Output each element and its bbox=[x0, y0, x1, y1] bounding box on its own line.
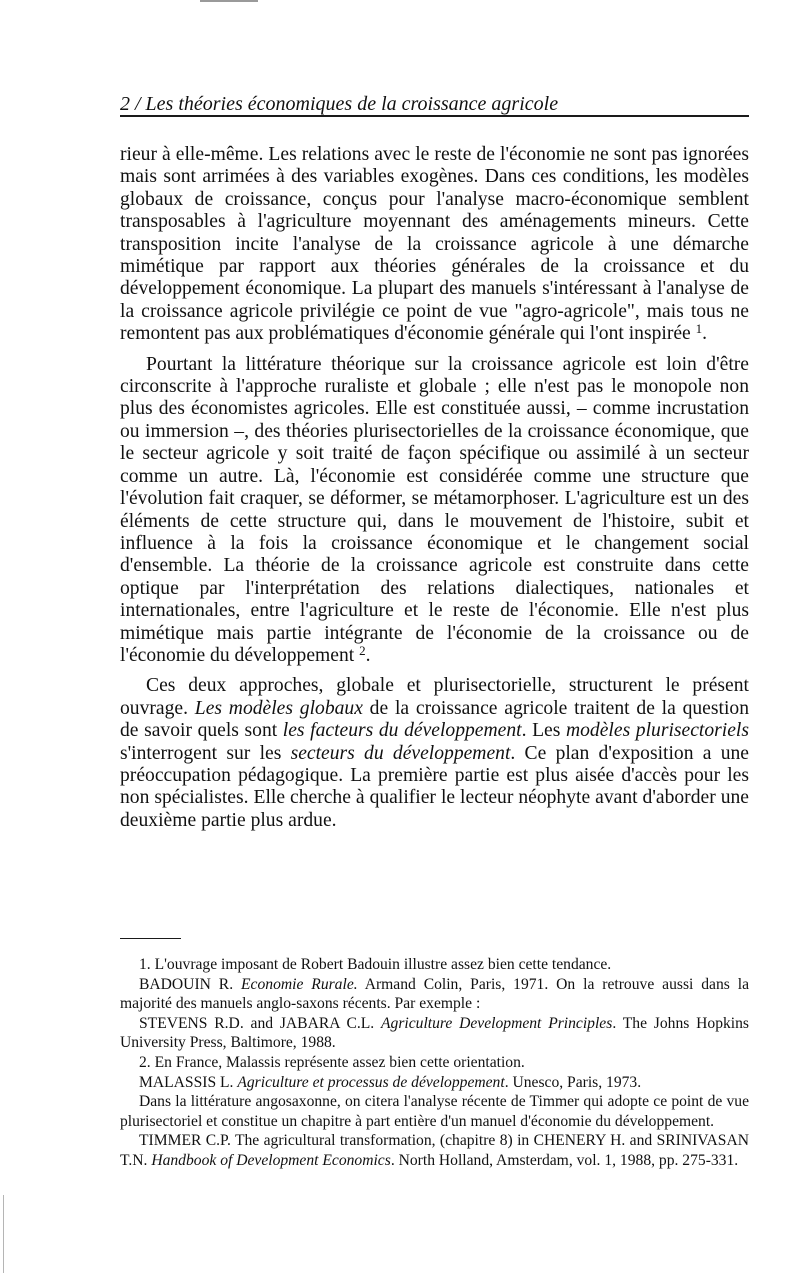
paragraph-3-text-a: Ces deux approches, globale et plurisectorielle, structurent le présent ouvrage. bbox=[120, 675, 749, 719]
footnote-text: MALASSIS L. bbox=[139, 1073, 238, 1091]
body-text bbox=[120, 144, 749, 840]
footnote-text: STEVENS R.D. and JABARA C.L. bbox=[139, 1014, 381, 1032]
footnote-line bbox=[120, 955, 749, 975]
paragraph-2-text: Pourtant la littérature théorique sur la croissance agricole est loin d'être circonscrite à l'approche ruraliste et globale ; elle n'est pas le monopole non plus des économistes agricoles. Elle est constituée aussi, – comme incrustation ou immersion –, des théories plurisectorielles de la croissance économique, que le secteur agricole y soit traité de façon spécifique ou assimilé à un secteur comme un autre. Là, l'économie est considérée comme une structure que l'évolution fait craquer, se déformer, se métamorphoser. L'agriculture est un des éléments de cette structure qui, dans le mouvement de l'histoire, subit et influence à la fois la croissance économique et le changement social d'ensemble. La théorie de la croissance agricole est construite dans cette optique par l'interprétation des relations dialectiques, nationales et internationales, entre l'agriculture et le reste de l'économie. Elle n'est plus mimétique mais partie intégrante de l'économie de la croissance ou de l'économie du développement bbox=[120, 353, 749, 666]
footnote-text: Dans la littérature angosaxonne, on citera l'analyse récente de Timmer qui adopte ce point de vue plurisectoriel et constitue un chapitre à part entière d'un manuel d'économie du développement. bbox=[120, 1093, 749, 1130]
paragraph-3 bbox=[120, 675, 749, 832]
emphasis-modeles-globaux: Les modèles globaux bbox=[194, 697, 363, 719]
footnote-title: Economie Rurale. bbox=[241, 975, 358, 993]
paragraph-1-end: . bbox=[702, 323, 708, 345]
footnote-line bbox=[120, 1053, 749, 1073]
emphasis-secteurs: secteurs du développement bbox=[290, 742, 511, 764]
footnote-ref-1[interactable]: 1 bbox=[695, 321, 703, 337]
header-rule bbox=[120, 115, 749, 117]
paragraph-2-end: . bbox=[365, 644, 371, 666]
emphasis-facteurs: les facteurs du développement bbox=[282, 720, 522, 742]
footnote-title: Handbook of Development Economics bbox=[151, 1151, 391, 1169]
footnote-rule bbox=[120, 938, 181, 939]
paragraph-2 bbox=[120, 354, 749, 668]
page-edge-line bbox=[3, 1195, 4, 1273]
footnote-text: TIMMER C.P. The agricultural transformation, (chapitre 8) in CHENERY H. and SRINIVASAN T.N. bbox=[120, 1132, 749, 1169]
footnote-title: Agriculture et processus de développement bbox=[237, 1073, 505, 1091]
paragraph-3-text-c: . Les bbox=[521, 720, 566, 742]
footnote-text: . The Johns Hopkins University Press, Baltimore, 1988. bbox=[120, 1014, 749, 1052]
scan-artifact bbox=[200, 0, 258, 2]
footnote-line bbox=[120, 975, 749, 1014]
footnote-line bbox=[120, 1092, 749, 1131]
footnote-text: 2. En France, Malassis représente assez bien cette orientation. bbox=[139, 1053, 525, 1071]
footnote-text: Armand Colin, Paris, 1971. On la retrouve aussi dans la majorité des manuels anglo-saxons récents. Par exemple : bbox=[120, 975, 750, 1013]
footnote-line bbox=[120, 1014, 749, 1053]
running-head: 2 / Les théories économiques de la croissance agricole bbox=[120, 93, 559, 115]
paragraph-3-text-e: . Ce plan d'exposition a une préoccupation pédagogique. La première partie est plus aisée d'accès pour les non spécialistes. Elle cherche à qualifier le lecteur néophyte avant d'aborder une deuxième partie plus ardue. bbox=[120, 742, 750, 831]
footnote-ref-2[interactable]: 2 bbox=[359, 642, 366, 658]
footnote-text: . Unesco, Paris, 1973. bbox=[504, 1073, 642, 1091]
emphasis-modeles-plurisectoriels: modèles plurisectoriels bbox=[565, 720, 749, 742]
footnotes bbox=[120, 955, 749, 1171]
footnote-text: BADOUIN R. bbox=[139, 975, 242, 993]
footnote-line bbox=[120, 1073, 749, 1093]
paragraph-3-text-d: s'interrogent sur les bbox=[120, 742, 291, 764]
footnote-line bbox=[120, 1131, 749, 1170]
paragraph-3-text-b: de la croissance agricole traitent de la question de savoir quels sont bbox=[120, 697, 749, 742]
footnote-text: . North Holland, Amsterdam, vol. 1, 1988, pp. 275-331. bbox=[390, 1151, 739, 1169]
paragraph-1 bbox=[120, 144, 749, 346]
footnote-text: 1. L'ouvrage imposant de Robert Badouin illustre assez bien cette tendance. bbox=[139, 956, 612, 973]
paragraph-1-text: rieur à elle-même. Les relations avec le reste de l'économie ne sont pas ignorées mais sont arrimées à des variables exogènes. Dans ces conditions, les modèles globaux de croissance, conçus pour l'analyse macro-économique semblent transposables à l'agriculture moyennant des aménagements mineurs. Cette transposition incite l'analyse de la croissance agricole à une démarche mimétique par rapport aux théories générales de la croissance et du développement économique. La plupart des manuels s'intéressant à l'analyse de la croissance agricole privilégie ce point de vue "agro-agricole", mais tous ne remontent pas aux problématiques d'économie générale qui l'ont inspirée bbox=[120, 144, 749, 345]
footnote-title: Agriculture Development Principles bbox=[381, 1014, 613, 1032]
